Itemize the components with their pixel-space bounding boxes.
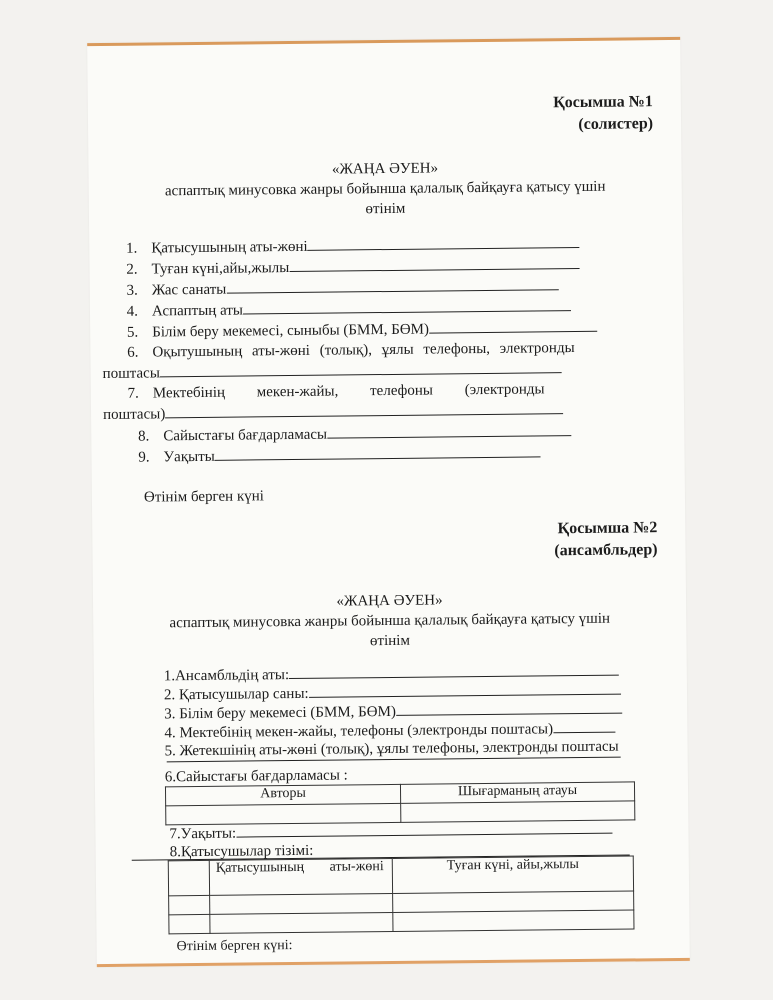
fill-line[interactable] (243, 296, 571, 314)
annex2-time-item (169, 819, 612, 845)
fill-line[interactable] (160, 358, 562, 377)
col-header-number (168, 860, 209, 895)
item-label: Уақыты (163, 448, 215, 466)
item-label: Оқытушының аты-жөні (толық), ұялы телефоны, электронды (152, 340, 575, 361)
item-number: 2. (126, 261, 138, 278)
fill-line[interactable] (396, 699, 622, 716)
annex2-heading-description: аспаптық минусовка жанры бойынша қалалық байқауға қатысу үшін (169, 610, 611, 632)
item-number: 9. (138, 449, 150, 466)
fill-line[interactable] (429, 317, 597, 334)
annex2-heading-name: «ЖАҢА ӘУЕН» (336, 592, 443, 610)
fill-line[interactable] (289, 661, 619, 679)
item-label: 3. Білім беру мекемесі (БММ, БӨМ) (164, 703, 396, 723)
item-number: 8. (137, 428, 150, 445)
item-label: Жас санаты (151, 281, 227, 299)
annex2-subtitle: (ансамбльдер) (554, 541, 658, 560)
annex1-heading-application: өтінім (365, 200, 406, 218)
participants-table (168, 855, 635, 934)
fill-line[interactable] (289, 254, 579, 272)
fill-line[interactable] (553, 718, 615, 734)
item-label-cont: поштасы (102, 365, 160, 382)
fill-line[interactable] (309, 680, 621, 698)
item-number: 1. (125, 240, 138, 257)
item-label: 4. Мектебінің мекен-жайы, телефоны (электронды поштасы) (164, 721, 554, 742)
item-label: Сайыстағы бағдарламасы (163, 426, 328, 445)
col-header-work-title: Шығарманың атауы (400, 782, 634, 803)
item-label: 2. Қатысушылар саны: (163, 685, 309, 704)
item-number: 6. (127, 344, 139, 361)
table-cell[interactable] (169, 895, 210, 914)
annex1-heading-name: «ЖАҢА ӘУЕН» (331, 160, 439, 178)
table-cell[interactable] (169, 914, 210, 933)
col-header-participant-name: Қатысушының аты-жөні (209, 858, 392, 895)
fill-line[interactable] (236, 819, 612, 838)
annex2-participants-label: 8.Қатысушылар тізімі: (169, 842, 314, 861)
annex2-date-label: Өтінім берген күні: (176, 938, 293, 955)
item-label: Аспаптың аты (151, 302, 244, 320)
table-cell[interactable] (210, 912, 393, 933)
table-row (169, 910, 634, 934)
fill-line[interactable] (215, 442, 541, 460)
item-number: 5. (126, 324, 139, 341)
fill-line[interactable] (327, 421, 571, 439)
annex1-heading-description: аспаптық минусовка жанры бойынша қалалық байқауға қатысу үшін (164, 178, 606, 200)
table-cell[interactable] (393, 891, 634, 913)
annex1-item-9 (111, 442, 540, 467)
annex1-title: Қосымша №1 (553, 93, 653, 112)
annex1-subtitle: (солистер) (578, 115, 654, 133)
table-cell[interactable] (210, 893, 393, 914)
annex2-heading-application: өтінім (369, 632, 410, 650)
fill-line[interactable] (308, 233, 580, 251)
annex1-date-label: Өтінім берген күні (143, 488, 264, 506)
item-label: 5. Жетекшінің аты-жөні (толық), ұялы телефоны, электронды поштасы (164, 738, 619, 760)
item-label: Мектебінің мекен-жайы, телефоны (электронды (152, 381, 545, 402)
col-header-birth-date: Туған күні, айы,жылы (392, 856, 633, 894)
item-number: 3. (126, 282, 138, 299)
item-number: 4. (126, 303, 139, 320)
fill-line[interactable] (165, 399, 563, 418)
col-header-author: Авторы (165, 784, 400, 805)
item-number: 7. (127, 385, 139, 402)
time-label: 7.Уақыты: (169, 825, 237, 843)
item-label: Қатысушының аты-жөні (151, 238, 308, 257)
item-label: Туған күні,айы,жылы (151, 260, 290, 278)
table-header-row (168, 856, 633, 896)
fill-line[interactable] (226, 275, 558, 293)
annex2-title: Қосымша №2 (557, 519, 658, 538)
item-label: Білім беру мекемесі, сыныбы (БММ, БӨМ) (152, 321, 430, 341)
item-label-cont: поштасы) (102, 406, 166, 423)
annex2-program-label: 6.Сайыстағы бағдарламасы : (164, 767, 348, 786)
document-page (87, 37, 690, 967)
table-cell[interactable] (393, 910, 634, 932)
item-label: 1.Ансамбльдің аты: (163, 667, 290, 685)
